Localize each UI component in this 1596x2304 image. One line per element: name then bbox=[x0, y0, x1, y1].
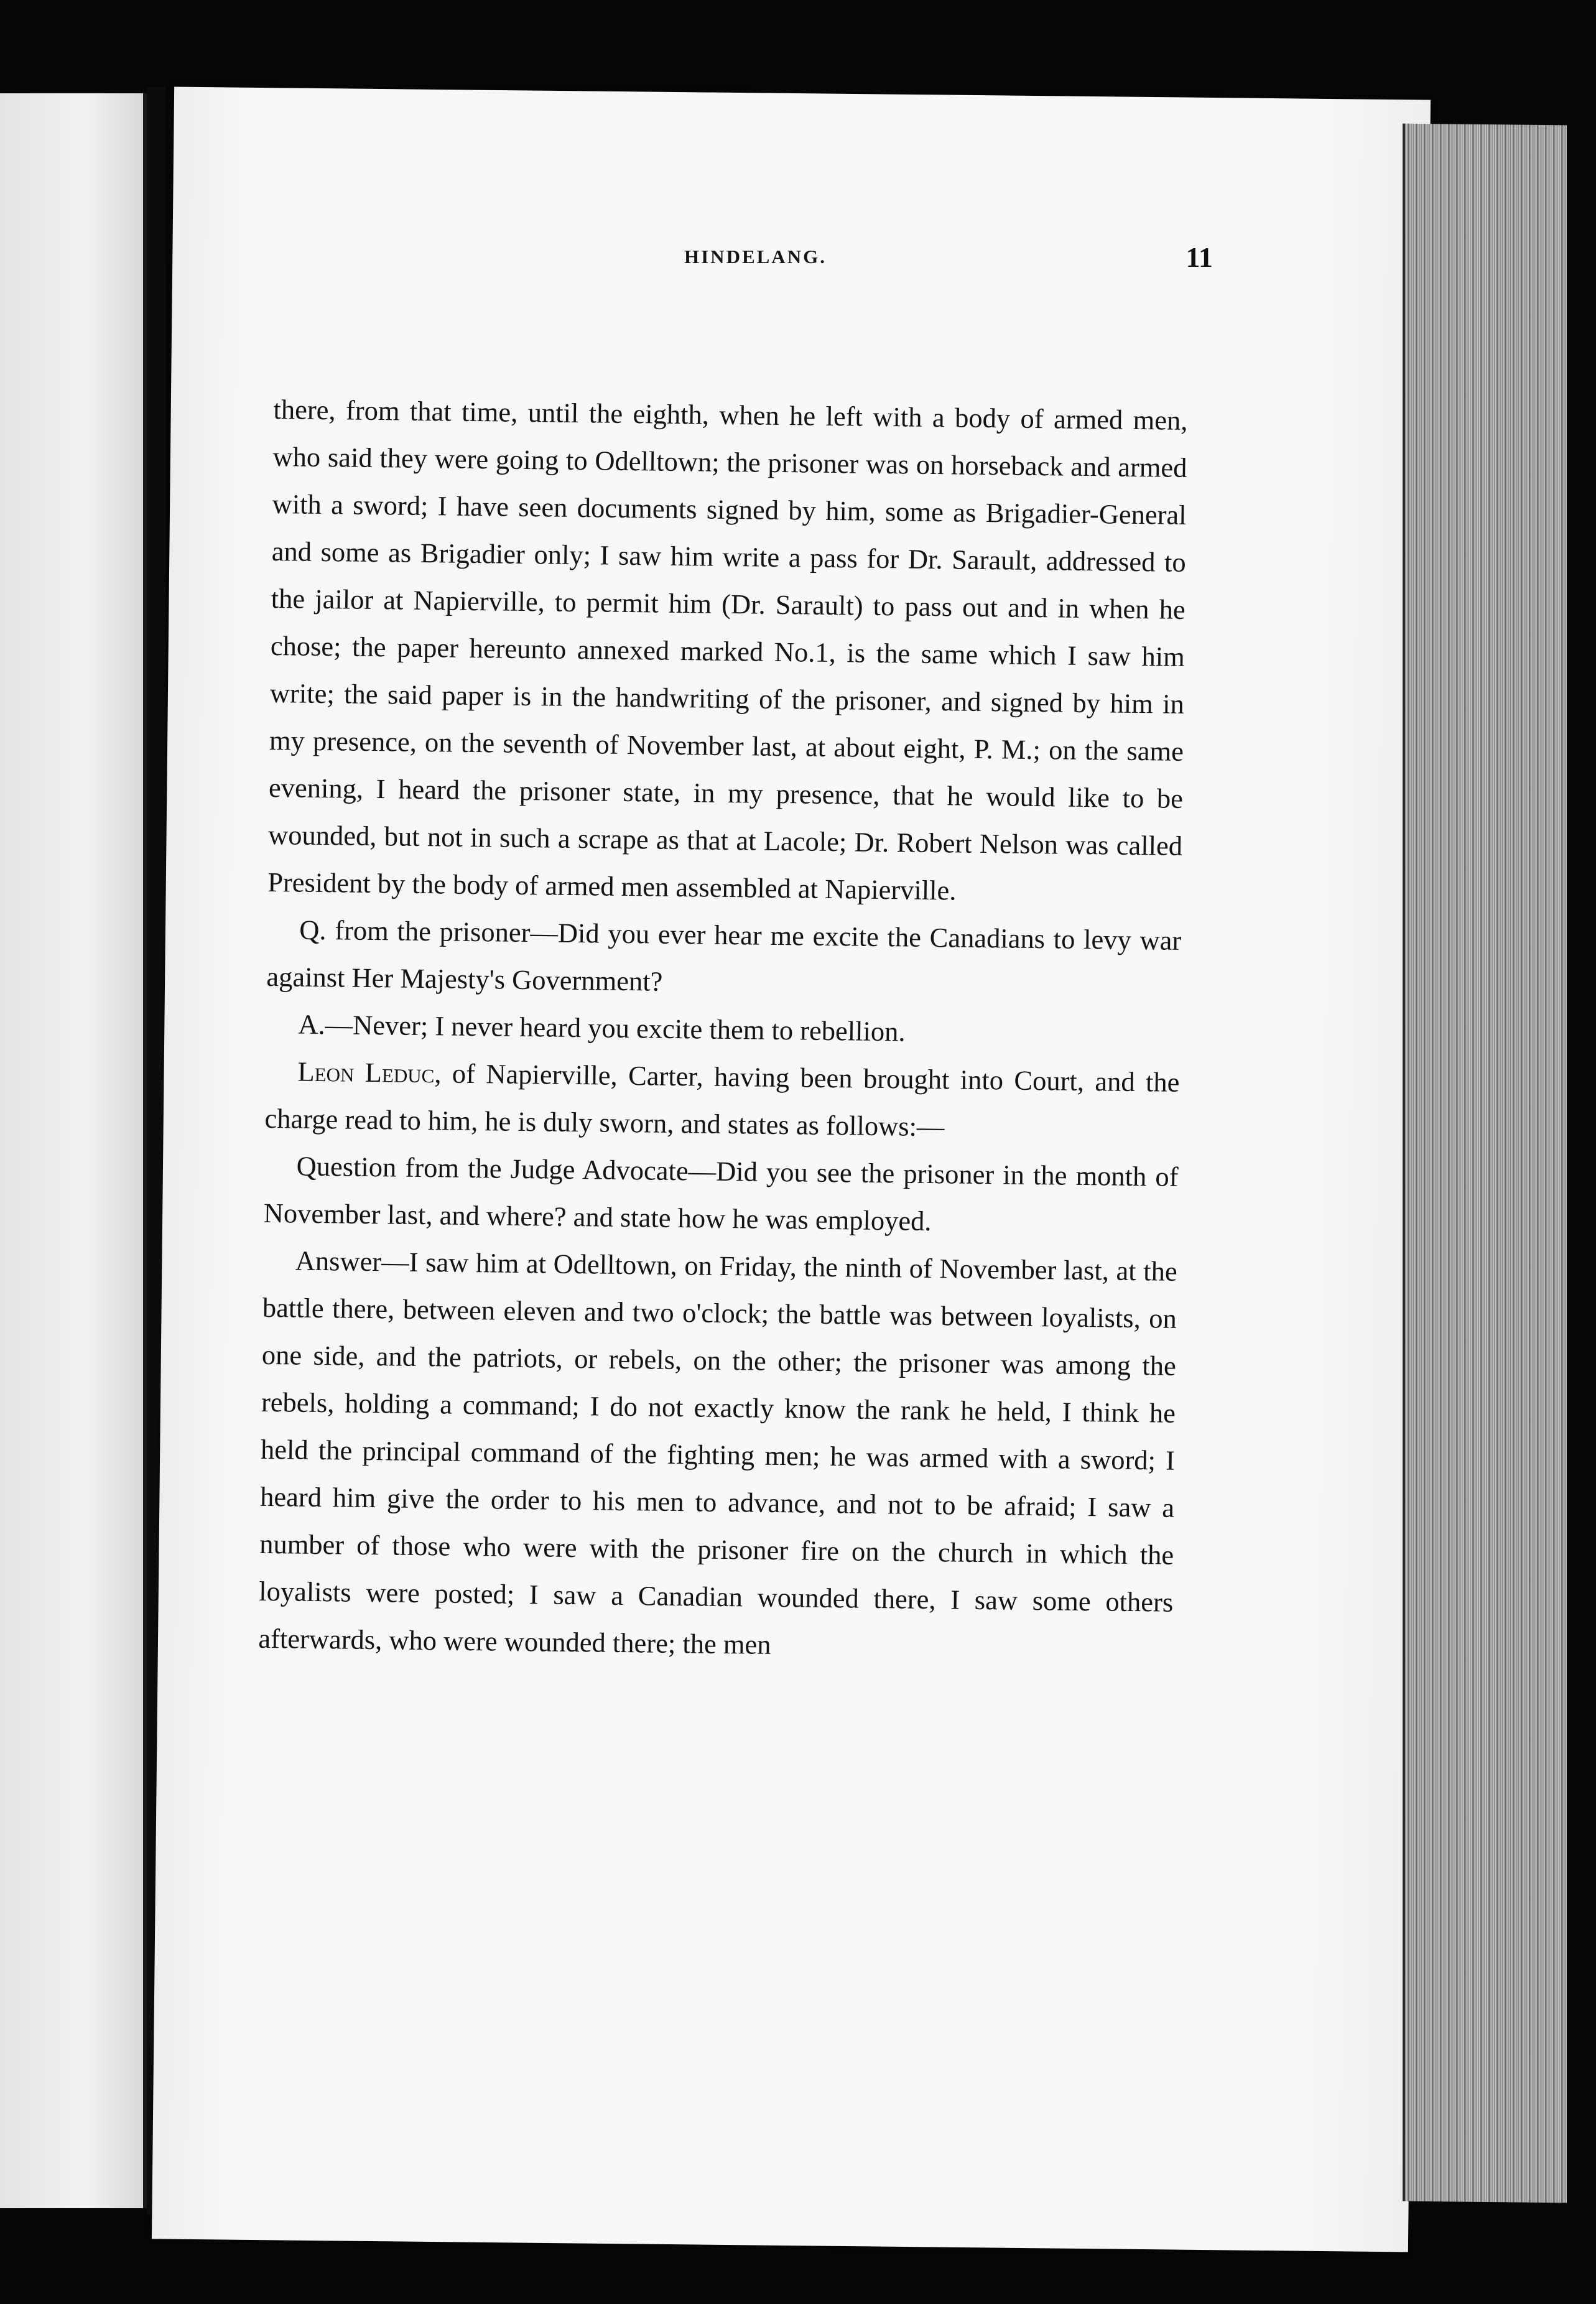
page-header bbox=[261, 241, 1213, 283]
page-body bbox=[258, 386, 1188, 1673]
left-page-edge bbox=[0, 93, 147, 2208]
paragraph-judge-question: Question from the Judge Advocate—Did you see the prisoner in the month of November last, and where? and state how he was employed. bbox=[263, 1150, 1179, 1237]
paragraph-question: Q. from the prisoner—Did you ever hear me excite the Canadians to levy war against Her Majesty's Government? bbox=[266, 914, 1182, 997]
witness-intro-text: , of Napierville, Carter, having been brought into Court, and the charge read to him, he is duly sworn, and states as follows:— bbox=[264, 1057, 1180, 1143]
witness-name: Leon Leduc bbox=[297, 1056, 435, 1089]
paragraph-answer: A.—Never; I never heard you excite them to rebellion. bbox=[298, 1008, 906, 1047]
paragraph-witness-intro bbox=[264, 1047, 1180, 1153]
page-block-edge bbox=[1403, 124, 1567, 2203]
paragraph-continuation: there, from that time, until the eighth, when he left with a body of armed men, who said they were going to Odelltown; the prisoner was on horseback and armed with a sword; I have seen documents signed by him, some as Brigadier-General and some as Brigadier only; I saw him write a pass for Dr. Sarault, addressed to the jailor at Napierville, to permit him (Dr. Sarault) to pass out and in when he chose; the paper hereunto annexed marked No.1, is the same which I saw him write; the said paper is in the handwriting of the prisoner, and signed by him in my presence, on the seventh of November last, at about eight, P. M.; on the same evening, I heard the prisoner state, in my presence, that he would like to be wounded, but not in such a scrape as that at Lacole; Dr. Robert Nelson was called President by the body of armed men assembled at Napierville. bbox=[267, 393, 1188, 906]
running-title: HINDELANG. bbox=[684, 246, 827, 267]
page-number: 11 bbox=[1185, 241, 1213, 273]
paragraph-witness-answer: Answer—I saw him at Odelltown, on Friday, the ninth of November last, at the battle there, between eleven and two o'clock; the battle was between loyalists, on one side, and the patriots, or rebels, on the other; the prisoner was among the rebels, holding a command; I do not exactly know the rank he held, I think he held the principal command of the fighting men; he was armed with a sword; I heard him give the order to his men to advance, and not to be afraid; I saw a number of those who were with the prisoner fire on the church in which the loyalists were posted; I saw a Canadian wounded there, I saw some others afterwards, who were wounded there; the men bbox=[258, 1245, 1178, 1660]
